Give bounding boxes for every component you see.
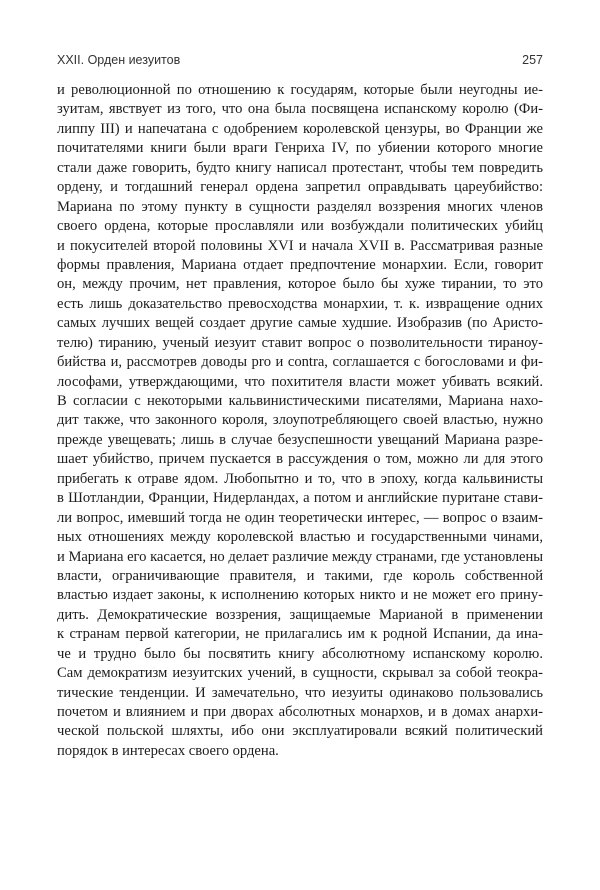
- text-line: власти, ограничивающие правителя, и такими, где король собственной: [57, 567, 543, 584]
- text-line: формы правления, Мариана отдает предпочтение монархии. Если, говорит: [57, 256, 543, 273]
- text-line: прежде увещевать; лишь в случае безуспешности увещаний Мариана разре-: [57, 431, 543, 448]
- text-line: дит также, что законного короля, злоупотребляющего своей властью, нужно: [57, 412, 543, 429]
- text-line: че и трудно было бы посвятить книгу абсолютному испанскому королю.: [57, 645, 543, 662]
- text-line: дить. Демократические воззрения, защищаемые Марианой в применении: [57, 606, 543, 623]
- text-line: ных отношениях между королевской властью и государственными чинами,: [57, 529, 543, 546]
- body-text: [57, 81, 543, 761]
- text-line: и революционной по отношению к государям, которые были неугодны ие-: [57, 82, 543, 98]
- text-line: шает убийство, причем пускается в рассуждения о том, можно ли для этого: [57, 451, 543, 468]
- chapter-title: XXII. Орден иезуитов: [57, 53, 181, 67]
- text-line: почитателями книги были враги Генриха IV, по убиении которого многие: [57, 140, 543, 157]
- text-line: ли вопрос, имевший тогда не один теоретически интерес, — вопрос о взаим-: [57, 509, 543, 526]
- running-head: [57, 53, 543, 73]
- text-line: и покусителей второй половины XVI и начала XVII в. Рассматривая разные: [57, 237, 543, 254]
- text-line: и Мариана его касается, но делает различие между странами, где установлены: [57, 548, 543, 565]
- text-line: бийства и, рассмотрев доводы pro и contra, соглашается с богословами и фи-: [57, 354, 543, 371]
- text-line: порядок в интересах своего ордена.: [57, 742, 279, 759]
- text-line: своего ордена, которые прославляли или возбуждали политических убийц: [57, 218, 543, 235]
- text-line: зуитам, явствует из того, что она была посвящена испанскому королю (Фи-: [57, 101, 543, 118]
- text-line: ческой польской шляхты, ибо они эксплуатировали всякий политический: [57, 723, 543, 740]
- text-line: В согласии с некоторыми кальвинистическими писателями, Мариана нахо-: [57, 393, 543, 409]
- text-line: ордену, и тогдашний генерал ордена запретил оправдывать цареубийство:: [57, 179, 543, 196]
- text-line: к странам первой категории, не прилагались им к родной Испании, да ина-: [57, 626, 543, 643]
- text-line: почетом и влиянием и при дворах абсолютных монархов, и в домах анархи-: [57, 704, 543, 720]
- text-line: властью издает законы, к исполнению которых никто и не может его прину-: [57, 587, 543, 604]
- text-line: самых лучших вещей создает другие самые худшие. Изобразив (по Аристо-: [57, 315, 543, 332]
- text-line: тические тенденции. И замечательно, что иезуиты одинаково пользовались: [57, 684, 543, 701]
- text-line: в Шотландии, Франции, Нидерландах, а потом и английские пуритане стави-: [57, 490, 543, 507]
- text-line: липпу III) и напечатана с одобрением королевской цензуры, во Франции же: [57, 120, 543, 137]
- text-line: есть лишь доказательство превосходства монархии, т. к. извращение одних: [57, 295, 543, 312]
- text-line: он, между прочим, нет правления, которое было бы хуже тирании, то это: [57, 276, 543, 293]
- text-line: прибегать к отраве ядом. Любопытно и то, что в эпоху, когда кальвинисты: [57, 470, 543, 487]
- text-line: стали даже говорить, будто книгу написал протестант, чтобы тем повредить: [57, 159, 543, 176]
- text-line: телю) тиранию, ученый иезуит ставит вопрос о позволительности тираноу-: [57, 334, 543, 351]
- page-number: 257: [522, 53, 543, 67]
- text-line: Сам демократизм иезуитских учений, в сущности, скрывал за собой теокра-: [57, 665, 543, 682]
- text-line: Мариана по этому пункту в сущности разделял воззрения многих членов: [57, 198, 543, 215]
- text-line: лософами, утверждающими, что похитителя власти может убивать всякий.: [57, 373, 543, 390]
